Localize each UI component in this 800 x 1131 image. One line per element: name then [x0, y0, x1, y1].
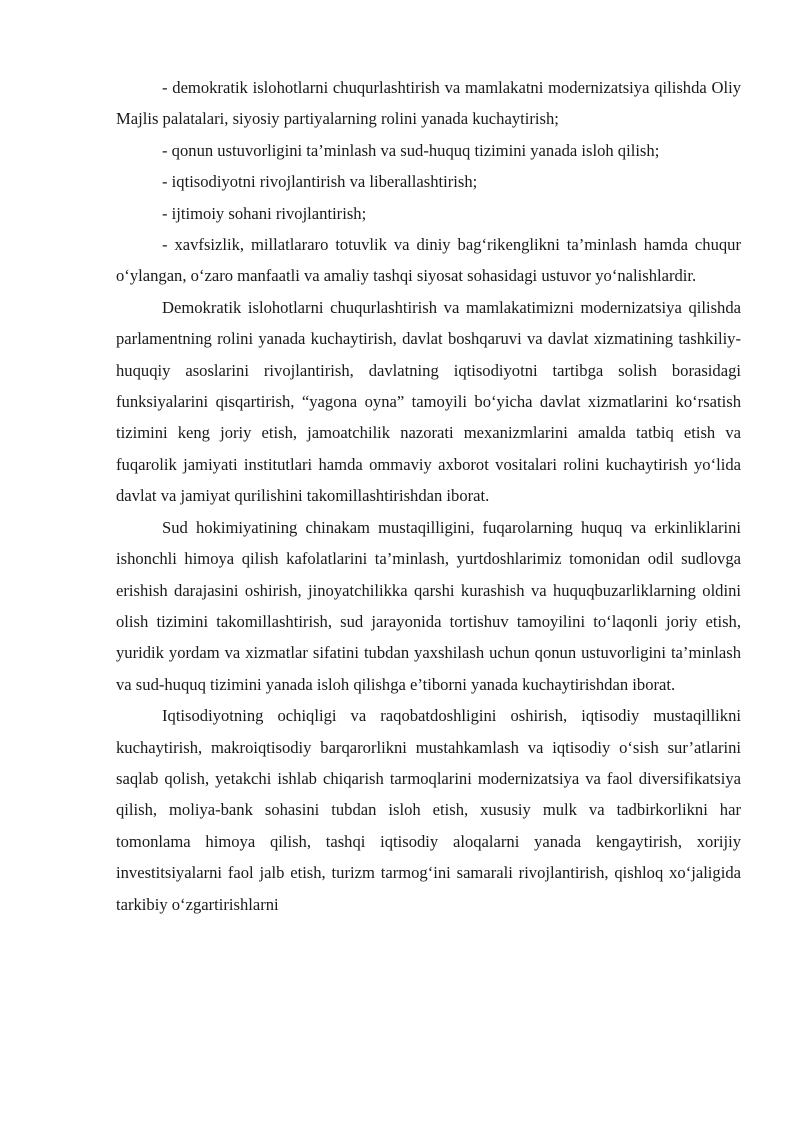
list-item-social-sphere: - ijtimoiy sohani rivojlantirish; — [162, 203, 367, 223]
document-body — [116, 72, 741, 920]
list-item-security-foreign-policy: - xavfsizlik, millatlararo totuvlik va diniy bag‘rikenglikni ta’minlash hamda chuqur o‘ylangan, o‘zaro manfaatli va amaliy tashqi siyosat sohasidagi ustuvor yo‘nalishlardir. — [116, 235, 741, 286]
list-item-democratic-reforms: - demokratik islohotlarni chuqurlashtirish va mamlakatni modernizatsiya qilishda Oliy Majlis palatalari, siyosiy partiyalarning rolini yanada kuchaytirish; — [116, 78, 741, 129]
list-item-rule-of-law: - qonun ustuvorligini ta’minlash va sud-huquq tizimini yanada isloh qilish; — [162, 140, 660, 160]
list-item-economy: - iqtisodiyotni rivojlantirish va liberallashtirish; — [162, 172, 478, 192]
paragraph-economic-openness: Iqtisodiyotning ochiqligi va raqobatdoshligini oshirish, iqtisodiy mustaqillikni kuchaytirish, makroiqtisodiy barqarorlikni mustahkamlash va iqtisodiy o‘sish sur’atlarini saqlab qolish, yetakchi ishlab chiqarish tarmoqlarini modernizatsiya va faol diversifikatsiya qilish, moliya-bank sohasini tubdan isloh etish, xususiy mulk va tadbirkorlikni har tomonlama himoya qilish, tashqi iqtisodiy aloqalarni yanada kengaytirish, xorijiy investitsiyalarni faol jalb etish, turizm tarmog‘ini samarali rivojlantirish, qishloq xo‘jaligida tarkibiy o‘zgartirishlarni — [116, 706, 741, 914]
paragraph-democratic-reforms: Demokratik islohotlarni chuqurlashtirish va mamlakatimizni modernizatsiya qilishda parlamentning rolini yanada kuchaytirish, davlat boshqaruvi va davlat xizmatining tashkiliy-huquqiy asoslarini rivojlantirish, davlatning iqtisodiyotni tartibga solish borasidagi funksiyalarini qisqartirish, “yagona oyna” tamoyili bo‘yicha davlat xizmatlarini ko‘rsatish tizimini keng joriy etish, jamoatchilik nazorati mexanizmlarini amalda tatbiq etish va fuqarolik jamiyati institutlari hamda ommaviy axborot vositalari rolini kuchaytirish yo‘lida davlat va jamiyat qurilishini takomillashtirishdan iborat. — [116, 297, 741, 506]
paragraph-judicial-independence: Sud hokimiyatining chinakam mustaqilligini, fuqarolarning huquq va erkinliklarini ishonchli himoya qilish kafolatlarini ta’minlash, yurtdoshlarimiz tomonidan odil sudlovga erishish darajasini oshirish, jinoyatchilikka qarshi kurashish va huquqbuzarliklarning oldini olish tizimini takomillashtirish, sud jarayonida tortishuv tamoyilini to‘laqonli joriy etish, yuridik yordam va xizmatlar sifatini tubdan yaxshilash uchun qonun ustuvorligini ta’minlash va sud-huquq tizimini yanada isloh qilishga e’tiborni yanada kuchaytirishdan iborat. — [116, 517, 741, 694]
